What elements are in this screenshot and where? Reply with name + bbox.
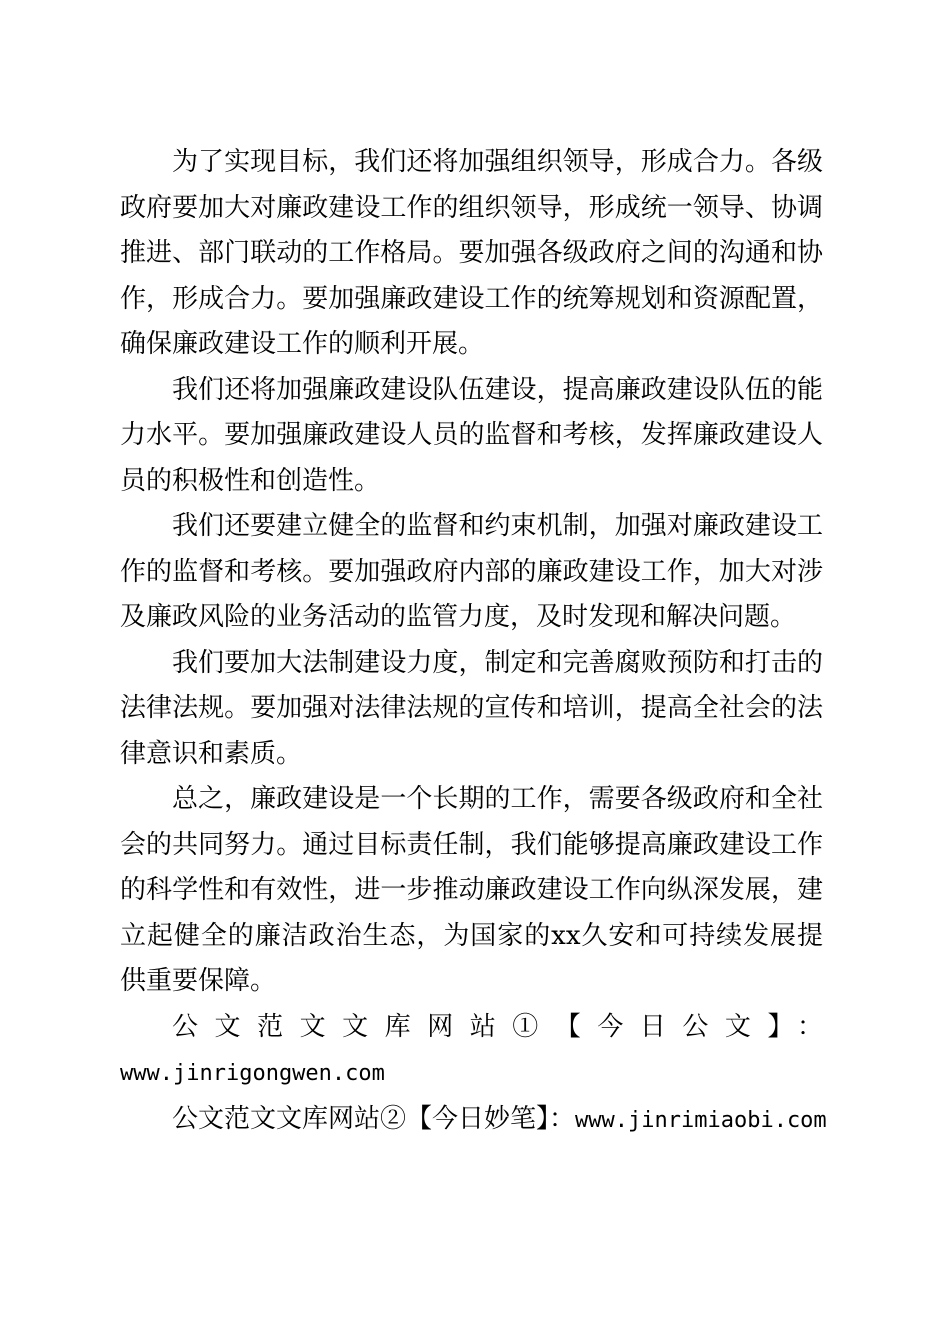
paragraph-organization: 为了实现目标，我们还将加强组织领导，形成合力。各级政府要加大对廉政建设工作的组织领导，形成统一领导、协调推进、部门联动的工作格局。要加强各级政府之间的沟通和协作，形成合力。要加强廉政建设工作的统筹规划和资源配置，确保廉政建设工作的顺利开展。 (120, 147, 823, 359)
document-body (120, 140, 827, 1143)
paragraph-legal: 我们要加大法制建设力度，制定和完善腐败预防和打击的法律法规。要加强对法律法规的宣传和培训，提高全社会的法律意识和素质。 (120, 647, 823, 769)
website-link-2-line (120, 1097, 827, 1144)
paragraph-team-building: 我们还将加强廉政建设队伍建设，提高廉政建设队伍的能力水平。要加强廉政建设人员的监督和考核，发挥廉政建设人员的积极性和创造性。 (120, 374, 823, 496)
website-link-1-label: 公文范文文库网站①【今日公文】： (172, 1011, 823, 1042)
website-link-2-url[interactable]: www.jinrimiaobi.com (575, 1107, 827, 1133)
website-link-1-url[interactable]: www.jinrigongwen.com (120, 1061, 385, 1086)
website-link-2-label: 公文范文文库网站②【今日妙笔】： (172, 1103, 576, 1134)
website-link-1-line (120, 1050, 823, 1097)
paragraph-conclusion: 总之，廉政建设是一个长期的工作，需要各级政府和全社会的共同努力。通过目标责任制，我们能够提高廉政建设工作的科学性和有效性，进一步推动廉政建设工作向纵深发展，建立起健全的廉洁政治生态，为国家的xx久安和可持续发展提供重要保障。 (120, 784, 823, 996)
paragraph-supervision: 我们还要建立健全的监督和约束机制，加强对廉政建设工作的监督和考核。要加强政府内部的廉政建设工作，加大对涉及廉政风险的业务活动的监管力度，及时发现和解决问题。 (120, 511, 823, 632)
